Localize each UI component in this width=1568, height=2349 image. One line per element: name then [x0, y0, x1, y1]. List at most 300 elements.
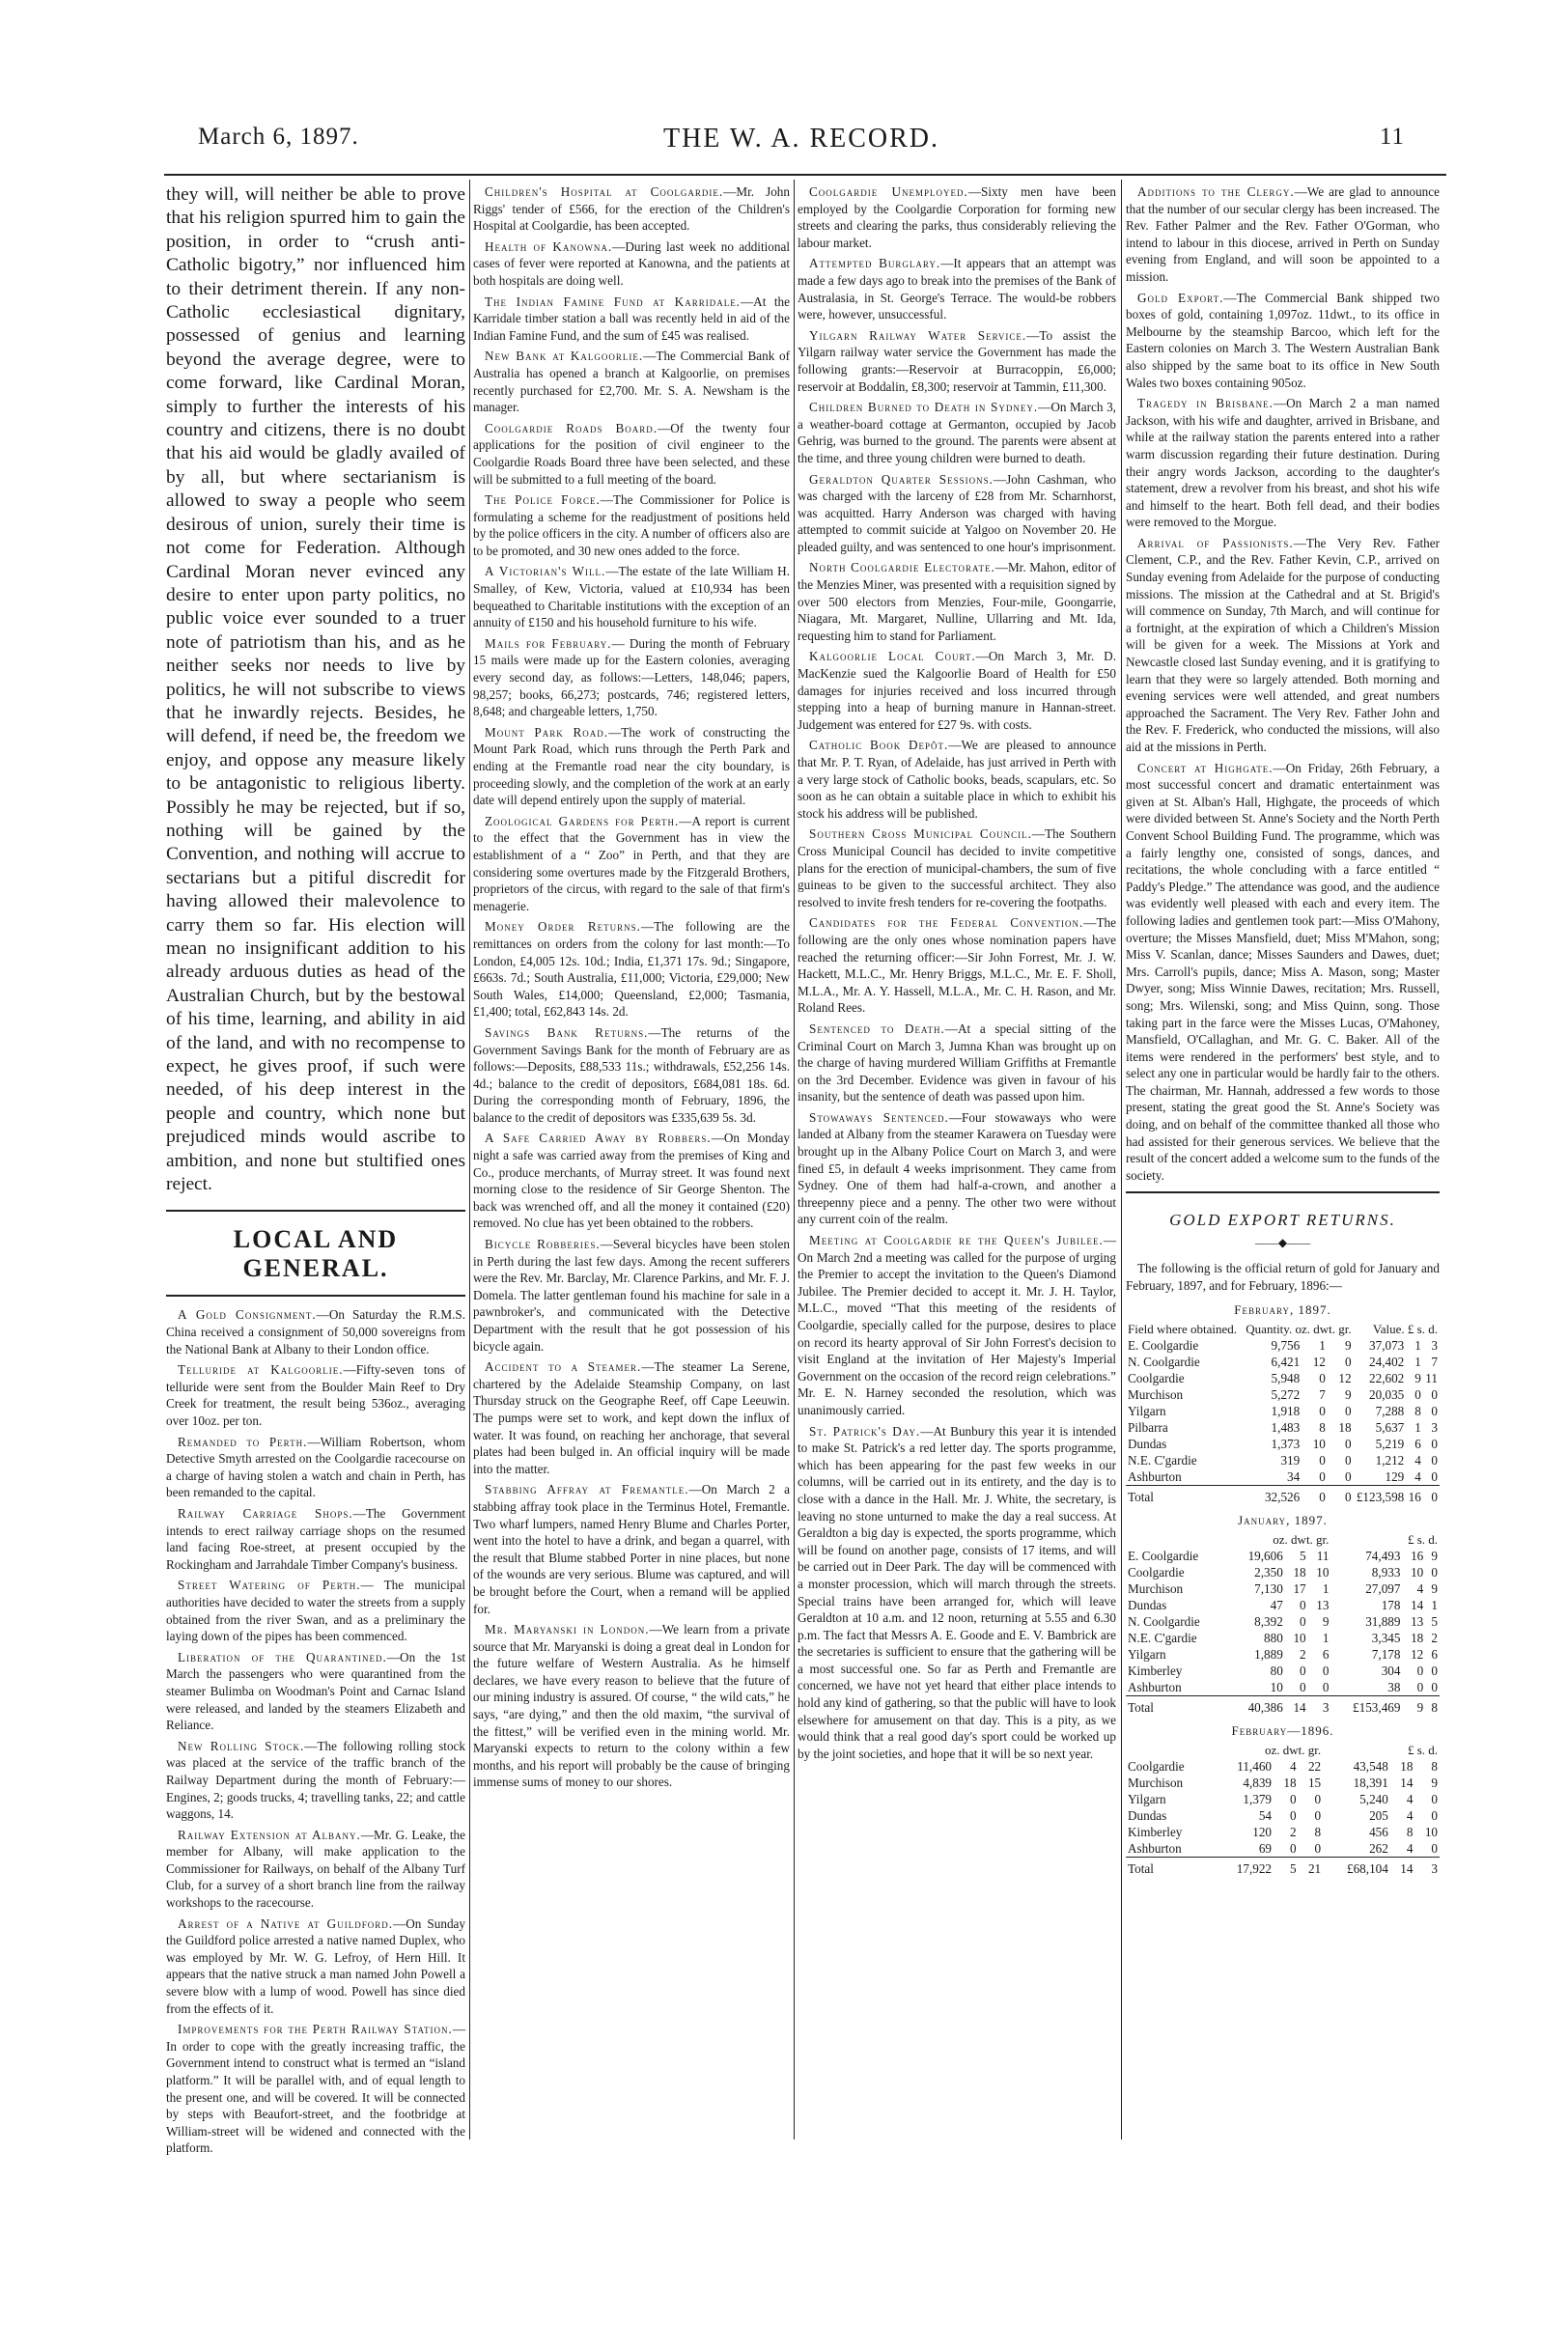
news-item-body: —On Monday night a safe was carried away from the premises of King and Co., produce merchants, of Murray street. It was found next morning close to the residence of Sir George Shenton. The back was wrenched off, and all the money it contained (£20) removed. No clue has yet been obtained to the robbers.	[473, 1131, 791, 1231]
gold-table-heading: February—1896.	[1231, 1722, 1334, 1738]
gold-value-cell: 11	[1316, 1548, 1330, 1563]
gold-value-cell: 8	[1314, 1824, 1322, 1839]
gold-table-row	[1126, 1840, 1440, 1858]
gold-value-cell: 0	[1300, 1663, 1306, 1678]
gold-table-row	[1126, 1419, 1440, 1436]
gold-value-cell: 17,922	[1216, 1857, 1274, 1877]
news-item	[798, 1021, 1116, 1105]
news-item-heading: Liberation of the Quarantined.	[178, 1649, 387, 1664]
gold-value-cell: 0	[1314, 1807, 1322, 1823]
news-item-body: —We learn from a private source that Mr. Maryanski is doing a great deal in London for the future welfare of Western Australia. As he himself declares, we have every reason to believe that the future of our mining industry is assured. Of course, “ the wild cats,” he says, “are dying,” and then the old maxim, “the survival of the fittest,” will be verified even in the mining world. Mr. Maryanski expects to return to the colony within a few months, and his report will probably be the cause of bringing immense sums of money to our shores.	[473, 1622, 791, 1790]
gold-field-name: Ashburton	[1128, 1468, 1182, 1484]
gold-value-cell: 1,373	[1271, 1436, 1301, 1451]
gold-field-name: Dundas	[1128, 1436, 1167, 1451]
news-item-body: —Mr. Mahon, editor of the Menzies Miner, was presented with a requisition signed by over 500 electors from Menzies, Four-mile, Goongarrie, Niagara, Mt. Margaret, Nulline, Ullarring and Mt. Ida, requesting him to stand for Parliament.	[798, 560, 1116, 643]
gold-field-name: Coolgardie	[1128, 1758, 1185, 1774]
gold-value-cell: 456	[1369, 1824, 1388, 1839]
news-item-body: —On the 1st March the passengers who were quarantined from the steamer Bulimba on Woodman's Point and Carnac Island were released, and landed by the steamers Elizabeth and Reliance.	[166, 1649, 465, 1733]
gold-value-cell: 0	[1344, 1468, 1352, 1484]
gold-table-row	[1126, 1370, 1440, 1386]
gold-value-cell: 205	[1369, 1807, 1388, 1823]
gold-value-cell: 0	[1300, 1597, 1306, 1612]
gold-value-cell: 0	[1431, 1403, 1438, 1418]
gold-table	[1126, 1742, 1440, 1877]
gold-value-cell: 43,548	[1353, 1758, 1388, 1774]
gold-value-cell: 0	[1300, 1613, 1306, 1629]
news-item	[166, 1649, 465, 1734]
gold-field-name: E. Coolgardie	[1128, 1548, 1199, 1563]
news-item-heading: Money Order Returns.	[485, 919, 641, 935]
gold-value-cell: 120	[1252, 1824, 1273, 1839]
gold-value-cell: 15	[1307, 1775, 1322, 1790]
gold-value-cell: 14	[1390, 1857, 1415, 1877]
gold-value-cell: 20,035	[1369, 1386, 1405, 1402]
gold-value-cell: 0	[1300, 1679, 1306, 1694]
gold-value-cell: 5,240	[1359, 1791, 1388, 1806]
gold-table-heading: February, 1897.	[1234, 1301, 1331, 1317]
section-rule	[166, 1295, 465, 1297]
gold-value-cell: 0	[1289, 1840, 1297, 1856]
news-item-heading: Mails for February.	[485, 635, 612, 651]
news-item-heading: Concert at Highgate.	[1137, 760, 1274, 775]
gold-value-cell: 16	[1411, 1548, 1424, 1563]
gold-value-cell: 8	[1319, 1419, 1326, 1435]
article-list	[473, 183, 790, 1791]
gold-value-cell: 6,421	[1271, 1354, 1301, 1369]
news-item-heading: Remanded to Perth.	[178, 1434, 308, 1449]
news-item-heading: A Victorian's Will.	[485, 564, 606, 579]
news-item	[798, 1109, 1116, 1228]
gold-value-cell: 0	[1431, 1436, 1438, 1451]
gold-field-name: Total	[1126, 1857, 1216, 1877]
gold-value-cell: 6	[1414, 1436, 1421, 1451]
news-item-body: —The Commissioner for Police is formulating a scheme for the readjustment of positions held by the police officers in the city. A number of officers also are to be promoted, and 30 new ones added to the force.	[473, 492, 790, 558]
ornament-divider: ——◆——	[1254, 1236, 1311, 1250]
gold-table-column-head	[1126, 1531, 1231, 1548]
gold-value-cell: 10	[1411, 1564, 1424, 1580]
news-item-body: —The following rolling stock was placed at the service of the traffic branch of the Railway Department during the month of February:—Engines, 2; goods trucks, 4; travelling tanks, 22; and cattle waggons, 14.	[166, 1738, 465, 1822]
article-list	[798, 183, 1116, 1762]
gold-value-cell: 7,130	[1254, 1580, 1283, 1596]
gold-value-cell: 12	[1411, 1646, 1424, 1662]
gold-value-cell: 9	[1431, 1548, 1438, 1563]
gold-field-name: N. Coolgardie	[1128, 1613, 1200, 1629]
gold-value-cell: 304	[1381, 1663, 1401, 1678]
news-item-body: —Sixty men have been employed by the Coolgardie Corporation for forming new streets and clearing the parks, thus considerably relieving the labour market.	[798, 184, 1117, 250]
page-header	[198, 124, 1405, 162]
gold-field-name: Yilgarn	[1128, 1646, 1166, 1662]
news-item-heading: St. Patrick's Day.	[809, 1423, 921, 1439]
article-list	[1126, 183, 1440, 1184]
gold-value-cell: 4	[1414, 1468, 1421, 1484]
news-item	[1126, 760, 1440, 1185]
news-item-heading: Mount Park Road.	[485, 724, 609, 740]
news-item-body: —On Friday, 26th February, a most successful concert and dramatic entertainment was given at St. Alban's Hall, Highgate, the proceeds of which were divided between St. Anne's Society and the North Perth Convent School Building Fund. The programme, which was a fairly lengthy one, consisted of songs, dances, and recitations, the whole concluding with a farce entitled “ Paddy's Pledge.” The attendance was good, and the audience was evidently well pleased with each and every item. The following ladies and gentlemen took part:—Miss O'Mahony, overture; the Misses Mansfield, duet; Miss M'Mahon, song; Miss V. Scanlan, dance; Misses Saunders and Dawes, duet; Mrs. Carroll's pupils, dance; Miss A. Mason, song; Master Dwyer, song; Miss Winnie Dawes, recitation; Mrs. Russell, song; Mrs. Wilenski, song; and Miss Quinn, song. Those taking part in the farce were the Misses Lucas, O'Mahoney, Mansfield, O'Callaghan, and Mr. G. C. Baker. All of the items were rendered in the performers' best style, and to select any one in particular would be hardly fair to the others. The chairman, Mr. Hannah, addressed a few words to those present, stating the great good the St. Anne's Society was doing, and on behalf of the committee thanked all those who had assisted for their generous services. We believe that the result of the concert added a welcome sum to the funds of the society.	[1126, 760, 1440, 1183]
gold-value-cell: 1,212	[1375, 1452, 1405, 1468]
gold-value-cell: 4	[1406, 1840, 1414, 1856]
gold-table-row	[1126, 1354, 1440, 1370]
gold-table-row	[1126, 1436, 1440, 1452]
news-item	[1126, 535, 1440, 756]
gold-field-name: N.E. C'gardie	[1128, 1452, 1197, 1468]
gold-value-cell: 0	[1314, 1791, 1322, 1806]
gold-table-row	[1126, 1452, 1440, 1468]
news-item-heading: A Gold Consignment.	[178, 1307, 317, 1323]
news-item	[473, 1024, 790, 1127]
news-item-heading: Telluride at Kalgoorlie.	[178, 1362, 344, 1378]
section-rule	[1126, 1191, 1440, 1193]
gold-value-cell: 34	[1287, 1468, 1301, 1484]
column-1	[166, 183, 465, 2156]
gold-value-cell: 10	[1270, 1679, 1283, 1694]
gold-value-cell: 3	[1431, 1337, 1438, 1353]
gold-value-cell: 9,756	[1271, 1337, 1301, 1353]
gold-value-cell: 5,637	[1375, 1419, 1405, 1435]
news-item-body: —The work of constructing the Mount Park Road, which runs through the Perth Park and ending at the Fremantle road near the city boundary, is proceeding slowly, and the completion of the work at an early date will depend entirely upon the supply of material.	[473, 724, 790, 808]
gold-value-cell: 0	[1431, 1791, 1438, 1806]
news-item-heading: Kalgoorlie Local Court.	[809, 649, 976, 664]
column-rule	[469, 180, 470, 2139]
news-item	[473, 724, 790, 809]
news-item	[798, 914, 1116, 1017]
gold-value-cell: 0	[1314, 1840, 1322, 1856]
gold-table-column-head: Value. £ s. d.	[1372, 1321, 1438, 1336]
news-item-heading: Health of Kanowna.	[485, 238, 613, 254]
gold-table-row	[1126, 1775, 1440, 1791]
gold-value-cell: 1,379	[1243, 1791, 1273, 1806]
gold-table-total-row	[1126, 1485, 1440, 1505]
gold-value-cell: £68,104	[1323, 1857, 1390, 1877]
gold-value-cell: 1,889	[1254, 1646, 1283, 1662]
gold-value-cell: 4	[1406, 1807, 1414, 1823]
news-item	[473, 1358, 790, 1477]
news-item-body: —The estate of the late William H. Smalley, of Kew, Victoria, valued at £10,934 has been bequeathed to Charitable institutions with the exception of an annuity of £150 and his household furniture to his wife.	[473, 564, 791, 630]
news-item-heading: Mr. Maryanski in London.	[485, 1622, 650, 1637]
gold-value-cell: 11,460	[1237, 1758, 1273, 1774]
gold-value-cell: 0	[1344, 1403, 1352, 1418]
gold-export-intro: The following is the official return of gold for January and February, 1897, and for February, 1896:—	[1126, 1261, 1440, 1294]
gold-value-cell: 31,889	[1365, 1613, 1401, 1629]
news-item	[473, 1481, 790, 1617]
gold-table-column-head: Field where obtained.	[1128, 1321, 1237, 1336]
news-item	[473, 1236, 790, 1355]
news-item-body: —On March 2nd a meeting was called for the purpose of urging the Premier to accept the invitation to the Queen's Diamond Jubilee. The Premier decided to accept it. Mr. J. H. Taylor, M.L.C., moved “That this meeting of the residents of Coolgardie, specially called for the purpose, desires to place on record its hearty approval of Sir John Forrest's decision to visit England at the invitation of Her Majesty's Imperial Government on the occasion of the record reign celebrations.” Mr. E. N. Harney seconded the resolution, which was unanimously carried.	[798, 1233, 1116, 1417]
news-item-body: —Mr. John Riggs' tender of £566, for the erection of the Children's Hospital at Coolgardie, has been accepted.	[473, 184, 790, 234]
gold-table-row	[1126, 1386, 1440, 1403]
news-item	[166, 1577, 465, 1644]
issue-date: March 6, 1897.	[198, 124, 359, 150]
gold-value-cell: 1	[1322, 1580, 1330, 1596]
gold-field-name: E. Coolgardie	[1128, 1337, 1199, 1353]
news-item-body: —At Bunbury this year it is intended to make St. Patrick's a red letter day. The sports programme, which has been appearing for the past few weeks in our columns, will be carried out in its entirety, and the day is to close with a dance in the Hall. Mr. J. White, the secretary, is leaving no stone unturned to make the day a real success. At Geraldton a big day is expected, the sports programme, which will be found on another page, consists of 17 items, and will be carried out in Deer Park. The day will be commenced with a monster procession, which will march through the streets. Special trains have been arranged for, which will leave Geraldton at 10 a.m. and 12 noon, returning at 5.55 and 6.30 p.m. The fact that Messrs A. E. Goode and E. V. Bambrick are the secretaries is sufficient to ensure that the gathering will be a most successful one. So far as Perth and Fremantle are concerned, we have not yet heard that either place intends to hold any kind of gathering, so that the public will have to look elsewhere for amusement on that day. This is a pity, as we would think that a real good day's sport could be worked up by the joint societies, and hope that it will be so next year.	[798, 1423, 1117, 1761]
gold-value-cell: 10	[1424, 1824, 1438, 1839]
page-number: 11	[1379, 124, 1405, 150]
gold-value-cell: 880	[1264, 1630, 1283, 1645]
gold-value-cell: 16	[1406, 1485, 1423, 1505]
gold-field-name: N.E. C'gardie	[1128, 1630, 1197, 1645]
gold-value-cell: 18	[1400, 1758, 1414, 1774]
news-item-body: —On Sunday the Guildford police arrested a native named Duplex, who was employed by Mr. W. G. Lefroy, of Hern Hill. It appears that the native struck a man named John Powell a severe blow with a lump of wood. Powell has since died from the effects of it.	[166, 1916, 465, 2016]
gold-table-header-row	[1126, 1742, 1440, 1758]
gold-table-row	[1126, 1337, 1440, 1354]
news-item-body: —The Government intends to erect railway carriage shops on the resumed land facing Roe-street, at present occupied by the Rockingham and Jarrahdale Timber Company's business.	[166, 1506, 465, 1572]
gold-value-cell: 69	[1258, 1840, 1273, 1856]
gold-table-column-head: £ s. d.	[1407, 1742, 1438, 1757]
news-item	[1126, 183, 1440, 286]
header-rule	[164, 174, 1446, 176]
news-item-heading: Geraldton Quarter Sessions.	[809, 471, 994, 487]
gold-table-column-head: Quantity. oz. dwt. gr.	[1246, 1321, 1352, 1336]
gold-value-cell: 2	[1289, 1824, 1297, 1839]
gold-value-cell: 5,948	[1271, 1370, 1301, 1385]
gold-value-cell: 0	[1319, 1468, 1326, 1484]
news-item-body: —The Southern Cross Municipal Council has decided to invite competitive plans for the erection of municipal-chambers, the sum of five guineas to be given to the successful architect. They also resolved to invite fresh tenders for re-covering the footpaths.	[798, 826, 1116, 909]
news-item	[798, 471, 1116, 556]
news-item	[473, 348, 790, 415]
gold-value-cell: 3	[1308, 1695, 1331, 1716]
news-item	[798, 737, 1116, 822]
gold-field-name: N. Coolgardie	[1128, 1354, 1200, 1369]
column-rule	[794, 180, 795, 2139]
news-item-heading: Meeting at Coolgardie re the Queen's Jubilee.	[809, 1233, 1104, 1248]
news-item-heading: Coolgardie Roads Board.	[485, 420, 658, 435]
gold-value-cell: 12	[1312, 1354, 1326, 1369]
news-item-heading: Gold Export.	[1137, 290, 1224, 305]
gold-value-cell: 0	[1289, 1807, 1297, 1823]
gold-value-cell: 4	[1406, 1791, 1414, 1806]
gold-value-cell: 0	[1431, 1840, 1438, 1856]
gold-value-cell: 0	[1431, 1679, 1438, 1694]
news-item-body: —We are glad to announce that the number of our secular clergy has been increased. The Rev. Father Palmer and the Rev. Father O'Gorman, who intend to labour in this diocese, arrived in Perth on Sunday evening from England, and will soon be appointed to a mission.	[1126, 184, 1440, 284]
news-item	[473, 1130, 790, 1232]
news-item-heading: The Indian Famine Fund at Karridale.	[485, 294, 741, 309]
gold-field-name: Total	[1126, 1695, 1231, 1716]
news-item	[473, 491, 790, 559]
gold-value-cell: 24,402	[1369, 1354, 1405, 1369]
gold-value-cell: 8	[1431, 1758, 1438, 1774]
news-item	[473, 294, 790, 345]
news-item	[166, 1827, 465, 1912]
gold-value-cell: 0	[1322, 1663, 1330, 1678]
news-item-body: — The municipal authorities have decided to water the streets from a supply obtained from the river Swan, and as a preliminary the laying down of the pipes has been commenced.	[166, 1578, 465, 1644]
news-item-body: —John Cashman, who was charged with the larceny of £28 from Mr. Scharnhorst, was acquitted. Harry Anderson was charged with having attempted to commit suicide at Yalgoo on November 20. He pleaded guilty, and was sentenced to one hour's imprisonment.	[798, 471, 1116, 554]
gold-value-cell: 0	[1431, 1386, 1438, 1402]
gold-field-name: Total	[1126, 1485, 1242, 1505]
editorial-text: they will, will neither be able to prove that his religion spurred him to gain the position, in order to “crush anti-Catholic bigotry,” nor influenced him to their detriment therein. If any non-Catholic ecclesiastical dignitary, possessed of genius and learning beyond the average degree, were to come forward, like Cardinal Moran, simply to further the interests of his country and citizens, there is no doubt that his aid would be gladly availed of by all, but where sectarianism is allowed to sway a people who seem desirous of union, surely their time is not come for Federation. Although Cardinal Moran never evinced any desire to enter upon party politics, no public voice ever sounded to a truer note of patriotism than his, and as he neither seeks nor needs to live by politics, he will not subscribe to views that he inwardly rejects. Besides, he will defend, if need be, the freedom we enjoy, and oppose any measure likely to be antagonistic to religious liberty. Possibly he may be rejected, but if so, nothing will be gained by the Convention, and nothing will accrue to sectarians but a pitiful discredit for having allowed their malevolence to carry them so far. His election will mean no insignificant addition to his already arduous duties as head of the Australian Church, but by the bestowal of his time, learning, and ability in aid of the land, and with no recompense to expect, he gives proof, if such were needed, of his deep interest in the people and country, which none but prejudiced minds would ascribe to ambition, and none but stultified ones reject.	[166, 184, 465, 1195]
news-item-body: —At a special sitting of the Criminal Court on March 3, Jumna Khan was brought up on the charge of having murdered William Griffiths at Fremantle on the 3rd December. Evidence was given in favour of his insanity, but the sentence of death was passed upon him.	[798, 1021, 1116, 1105]
gold-field-name: Coolgardie	[1128, 1370, 1185, 1385]
news-item-heading: Arrest of a Native at Guildford.	[178, 1916, 393, 1931]
gold-value-cell: 80	[1270, 1663, 1283, 1678]
gold-table-row	[1126, 1807, 1440, 1824]
news-item-body: —The returns of the Government Savings Bank for the month of February are as follows:—Deposits, £88,533 11s.; withdrawals, £52,256 14s. 4d.; balance to the credit of depositors, £684,081 18s. 6d. During the corresponding month of February, 1896, the balance to the credit of depositors was £335,639 5s. 3d.	[473, 1024, 790, 1125]
gold-table-column-head	[1126, 1742, 1216, 1758]
news-item-body: —William Robertson, whom Detective Smyth arrested on the Coolgardie racecourse on a charge of having stolen a watch and chain in Perth, has been remanded to the capital.	[166, 1434, 465, 1500]
gold-value-cell: £123,598	[1354, 1485, 1407, 1505]
gold-table-row	[1126, 1679, 1440, 1696]
gold-value-cell: 9	[1322, 1613, 1330, 1629]
news-item-body: —Several bicycles have been stolen in Perth during the last few days. Among the recent sufferers were the Rev. Mr. Barclay, Mr. Clarence Parkins, and Mr. F. J. Domela. The latter gentleman found his machine for sale in a pawnbroker's, and communicated with the Detective Department with the result that he got possession of his bicycle again.	[473, 1237, 790, 1354]
news-item-body: —Four stowaways who were landed at Albany from the steamer Karawera on Tuesday were brought up in the Albany Police Court on March 3, and were fined £5, in default 4 weeks imprisonment. They came from Sydney. One of them had half-a-crown, and another a threepenny piece and a penny. The other two were without any current coin of the realm.	[798, 1109, 1116, 1227]
gold-value-cell: 1	[1414, 1354, 1421, 1369]
gold-value-cell: 0	[1289, 1791, 1297, 1806]
gold-value-cell: 37,073	[1369, 1337, 1405, 1353]
gold-value-cell: 5,272	[1271, 1386, 1301, 1402]
gold-field-name: Murchison	[1128, 1580, 1184, 1596]
news-item-body: —Fifty-seven tons of telluride were sent from the Boulder Main Reef to Dry Creek for treatment, the result being 536oz., averaging over 10oz. per ton.	[166, 1362, 465, 1429]
gold-value-cell: 0	[1431, 1807, 1438, 1823]
news-item-heading: Improvements for the Perth Railway Station.	[178, 2022, 453, 2037]
gold-value-cell: 22	[1307, 1758, 1322, 1774]
news-item	[473, 813, 790, 915]
gold-value-cell: 0	[1302, 1485, 1328, 1505]
gold-value-cell: 0	[1431, 1468, 1438, 1484]
gold-table-column-head: oz. dwt. gr.	[1265, 1742, 1322, 1757]
gold-table-row	[1126, 1548, 1440, 1564]
news-item-body: —At the Karridale timber station a ball was recently held in aid of the Indian Famine Fund, and the sum of £45 was realised.	[473, 294, 790, 343]
news-item-heading: Children Burned to Death in Sydney.	[809, 400, 1039, 415]
gold-field-name: Kimberley	[1128, 1824, 1183, 1839]
gold-field-name: Kimberley	[1128, 1663, 1183, 1678]
gold-value-cell: 262	[1369, 1840, 1388, 1856]
news-item-heading: Bicycle Robberies.	[485, 1237, 601, 1252]
news-item-heading: Catholic Book Depôt.	[809, 738, 949, 753]
gold-value-cell: 0	[1319, 1403, 1326, 1418]
gold-value-cell: 0	[1319, 1452, 1326, 1468]
news-item-heading: Sentenced to Death.	[809, 1021, 945, 1036]
gold-value-cell: 22,602	[1369, 1370, 1405, 1385]
gold-value-cell: 38	[1387, 1679, 1401, 1694]
gold-value-cell: 13	[1411, 1613, 1424, 1629]
gold-value-cell: 9	[1344, 1386, 1352, 1402]
gold-value-cell: 2	[1300, 1646, 1306, 1662]
news-item-body: —The steamer La Serene, chartered by the Adelaide Steamship Company, on last Thursday struck on the Geographe Reef, off Cape Leeuwin. The pumps were set to work, and kept down the influx of water. It was found, on reaching her anchorage, that several plates had been bulged in. An official inquiry will be made into the matter.	[473, 1359, 791, 1476]
gold-table-row	[1126, 1597, 1440, 1613]
gold-value-cell: 6	[1431, 1646, 1438, 1662]
gold-table-row	[1126, 1403, 1440, 1419]
news-item-body: —To assist the Yilgarn railway water service the Government has made the following grants:—Reservoir at Burracoppin, £6,000; reservoir at Boddalin, £8,300; reservoir at Tammin, £11,300.	[798, 327, 1116, 394]
news-item-heading: Attempted Burglary.	[809, 256, 941, 271]
news-item-body: —Mr. G. Leake, the member for Albany, will make application to the Commissioner for Railways, on behalf of the Albany Turf Club, for a survey of a short branch line from the railway workshops to the racecourse.	[166, 1827, 465, 1911]
news-item-heading: Stowaways Sentenced.	[809, 1109, 949, 1125]
gold-value-cell: 10	[1316, 1564, 1330, 1580]
gold-value-cell: 10	[1293, 1630, 1306, 1645]
gold-value-cell: 3,345	[1371, 1630, 1401, 1645]
news-item	[798, 399, 1116, 466]
gold-value-cell: 0	[1431, 1452, 1438, 1468]
news-item-body: —On March 3, a weather-board cottage at Germanton, occupied by Jacob Gehrig, was burned to the ground. The parents were absent at the time, and three young children were burned to death.	[798, 400, 1116, 465]
gold-value-cell: 0	[1344, 1436, 1352, 1451]
gold-field-name: Murchison	[1128, 1775, 1184, 1790]
gold-value-cell: 10	[1312, 1436, 1326, 1451]
gold-value-cell: 74,493	[1365, 1548, 1401, 1563]
gold-value-cell: 18	[1283, 1775, 1297, 1790]
news-item-body: —The following are the only ones whose nomination papers have reached the returning officer:—Sir John Forrest, Mr. J. W. Hackett, M.L.C., Mr. Henry Briggs, M.L.C., Mr. E. F. Sholl, M.L.A., Mr. A. Y. Hassell, M.L.A., Mr. C. H. Rason, and Mr. Roland Rees.	[798, 915, 1116, 1016]
gold-value-cell: 14	[1400, 1775, 1414, 1790]
news-item-heading: North Coolgardie Electorate.	[809, 560, 995, 575]
news-item-heading: Street Watering of Perth.	[178, 1578, 361, 1593]
gold-value-cell: 1	[1414, 1419, 1421, 1435]
news-item-heading: New Bank at Kalgoorlie.	[485, 349, 644, 364]
gold-value-cell: 0	[1328, 1485, 1354, 1505]
news-item-heading: Children's Hospital at Coolgardie.	[485, 184, 724, 199]
gold-value-cell: 40,386	[1231, 1695, 1285, 1716]
news-item-body: —The Commercial Bank shipped two boxes of gold, containing 1,097oz. 11dwt., to its office in Melbourne by the steamship Barcoo, which left for the Eastern colonies on March 3. The Western Australian Bank also shipped by the same boat to its office in New South Wales two boxes containing 905oz.	[1126, 290, 1440, 390]
news-item-body: —It appears that an attempt was made a few days ago to break into the premises of the Bank of Australasia, in St. George's Terrace. The would-be robbers were, however, unsuccessful.	[798, 256, 1116, 322]
news-item	[166, 1361, 465, 1429]
gold-table-row	[1126, 1564, 1440, 1580]
gold-value-cell: 0	[1416, 1679, 1424, 1694]
gold-value-cell: 27,097	[1365, 1580, 1401, 1596]
gold-value-cell: 3	[1431, 1419, 1438, 1435]
gold-value-cell: 1	[1319, 1337, 1326, 1353]
news-item	[166, 1306, 465, 1357]
gold-value-cell: 319	[1280, 1452, 1301, 1468]
gold-value-cell: 0	[1431, 1663, 1438, 1678]
gold-export-title: GOLD EXPORT RETURNS.	[1169, 1211, 1396, 1230]
gold-field-name: Coolgardie	[1128, 1564, 1185, 1580]
gold-value-cell: 18,391	[1353, 1775, 1388, 1790]
news-item-body: —On March 2 a man named Jackson, with his wife and daughter, arrived in Brisbane, and while at the railway station the parents entered into a rather warm discussion regarding their future destination. During their angry words Jackson, according to the daughter's statement, drew a revolver from his breast, and shot his wife and himself to the heart. Both fell dead, and their bodies were removed to the Morgue.	[1126, 396, 1440, 530]
gold-value-cell: 3	[1414, 1857, 1440, 1877]
gold-value-cell: 4,839	[1243, 1775, 1273, 1790]
gold-table-column-head: £ s. d.	[1407, 1531, 1438, 1547]
news-item-body: —We are pleased to announce that Mr. P. T. Ryan, of Adelaide, has just arrived in Perth with a very large stock of Catholic books, beads, scapulars, etc. So soon as he can obtain a suitable place in which to exhibit his stock his address will be published.	[798, 738, 1116, 821]
news-item	[473, 238, 790, 290]
gold-field-name: Yilgarn	[1128, 1791, 1166, 1806]
news-item-body: —During last week no additional cases of fever were reported at Kanowna, and the patients at both hospitals are doing well.	[473, 238, 790, 288]
gold-value-cell: 0	[1416, 1663, 1424, 1678]
news-item	[166, 1505, 465, 1573]
news-item	[798, 559, 1116, 644]
gold-value-cell: 0	[1322, 1679, 1330, 1694]
gold-table	[1126, 1531, 1440, 1716]
news-item	[473, 635, 790, 720]
gold-table-heading: January, 1897.	[1238, 1512, 1328, 1527]
gold-table	[1126, 1321, 1440, 1505]
article-list	[166, 1306, 465, 2157]
gold-field-name: Dundas	[1128, 1807, 1167, 1823]
gold-value-cell: 54	[1258, 1807, 1273, 1823]
gold-export-tables	[1126, 1302, 1440, 1877]
gold-value-cell: 14	[1285, 1695, 1308, 1716]
gold-field-name: Murchison	[1128, 1386, 1184, 1402]
news-item-body: —On March 2 a stabbing affray took place in the Terminus Hotel, Fremantle. Two wharf lumpers, named Henry Blume and Charles Porter, went into the hotel to have a drink, and began a quarrel, with the result that Blume stabbed Porter in nine places, but none of the wounds are very serious. Blume was captured, and will be brought before the Court, when a remand will be applied for.	[473, 1482, 790, 1616]
gold-value-cell: 5	[1274, 1857, 1299, 1877]
news-item	[1126, 395, 1440, 531]
gold-value-cell: 4	[1289, 1758, 1297, 1774]
gold-value-cell: 19,606	[1247, 1548, 1283, 1563]
news-item-body: —In order to cope with the greatly increasing traffic, the Government intend to construct what is termed an “island platform.” It will be parallel with, and of equal length to the present one, and will be covered. It will be connected by steps with Beaufort-street, and the footbridge at William-street will be widened and connected with the platform.	[166, 2022, 465, 2156]
gold-table-row	[1126, 1791, 1440, 1807]
news-item-heading: Southern Cross Municipal Council.	[809, 826, 1032, 842]
news-item	[166, 1434, 465, 1501]
news-item	[166, 2021, 465, 2157]
gold-table-header-row	[1126, 1321, 1440, 1337]
gold-value-cell: 32,526	[1242, 1485, 1302, 1505]
gold-value-cell: 8	[1425, 1695, 1440, 1716]
news-item-heading: Railway Carriage Shops.	[178, 1506, 353, 1521]
gold-value-cell: £153,469	[1330, 1695, 1402, 1716]
gold-value-cell: 8,933	[1371, 1564, 1401, 1580]
news-item-body: — During the month of February 15 mails were made up for the Eastern colonies, averaging every second day, as follows:—Letters, 148,046; papers, 98,257; books, 66,273; postcards, 746; registered letters, 8,648; and chargeable letters, 1,750.	[473, 635, 791, 719]
gold-value-cell: 9	[1414, 1370, 1421, 1385]
news-item-heading: Yilgarn Railway Water Service.	[809, 327, 1027, 343]
news-item	[473, 563, 790, 630]
news-item	[798, 255, 1116, 322]
gold-value-cell: 18	[1338, 1419, 1352, 1435]
gold-table-total-row	[1126, 1857, 1440, 1877]
